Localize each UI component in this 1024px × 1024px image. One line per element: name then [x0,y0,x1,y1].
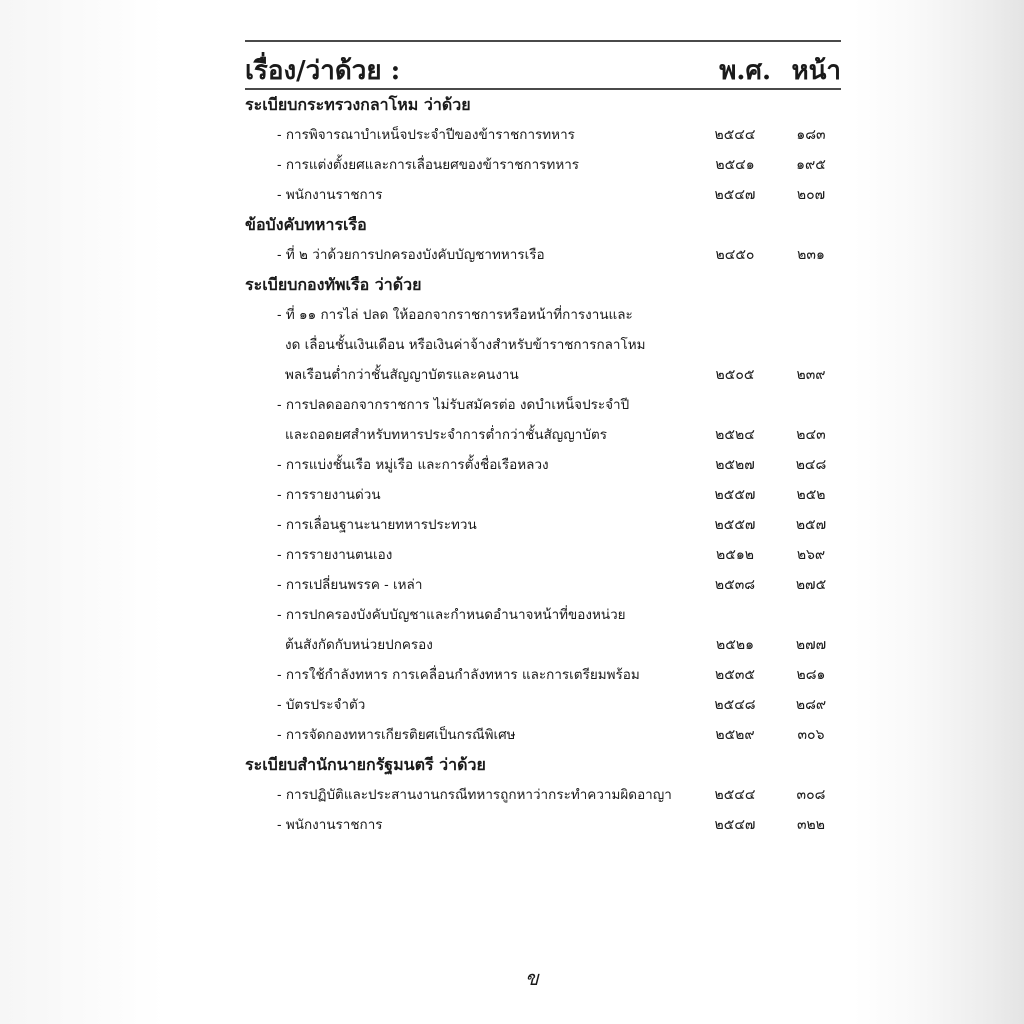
toc-entry-page: ๒๕๗ [795,517,827,533]
toc-header [245,40,841,90]
toc-page [245,40,841,840]
toc-entry-text: - การรายงานตนเอง [277,547,393,563]
toc-entry [245,690,841,720]
toc-entry-text: ต้นสังกัดกับหน่วยปกครอง [285,637,433,653]
toc-entry-text: - การแบ่งชั้นเรือ หมู่เรือ และการตั้งชื่อเรือหลวง [277,457,549,473]
section-title: ระเบียบสำนักนายกรัฐมนตรี ว่าด้วย [245,755,486,774]
toc-entry [245,450,841,480]
toc-entry [245,300,841,390]
toc-entry-text: และถอดยศสำหรับทหารประจำการต่ำกว่าชั้นสัญญาบัตร [285,427,607,443]
toc-entry [245,390,841,450]
toc-entry [245,660,841,690]
toc-entry-page: ๒๐๗ [796,187,826,203]
toc-entry [245,180,841,210]
toc-entry-text: - พนักงานราชการ [277,817,383,833]
toc-entry-page: ๒๓๙ [796,367,826,383]
toc-entry-year: ๒๕๔๗ [714,187,756,203]
toc-entry-page: ๒๘๑ [796,667,826,683]
toc-entry [245,240,841,270]
toc-entry-year: ๒๕๔๑ [715,157,755,173]
toc-entry-year: ๒๕๒๑ [716,637,754,653]
toc-entry-year: ๒๕๓๕ [715,667,755,683]
toc-entry-page: ๒๕๒ [796,487,826,503]
page-edge-shadow-left [0,0,165,1024]
section-title: ระเบียบกองทัพเรือ ว่าด้วย [245,275,422,294]
toc-entry-page: ๓๐๖ [797,727,825,743]
toc-entry-text: - บัตรประจำตัว [277,697,366,713]
toc-entry [245,780,841,810]
toc-entry-year: ๒๕๕๗ [714,487,756,503]
toc-entry-page: ๓๒๒ [796,817,826,833]
toc-entry-text: - การปลดออกจากราชการ ไม่รับสมัครต่อ งดบำเหน็จประจำปี [277,397,630,413]
toc-entry-text: - พนักงานราชการ [277,187,383,203]
toc-entry-text: - การพิจารณาบำเหน็จประจำปีของข้าราชการทหาร [277,127,575,143]
toc-header-year: พ.ศ. [719,56,771,86]
toc-entry [245,480,841,510]
section-title: ระเบียบกระทรวงกลาโหม ว่าด้วย [245,95,471,114]
toc-entry-year: ๒๕๔๗ [714,817,756,833]
toc-entry [245,570,841,600]
toc-entry-text: งด เลื่อนชั้นเงินเดือน หรือเงินค่าจ้างสำหรับข้าราชการกลาโหม [285,337,646,353]
section-title: ข้อบังคับทหารเรือ [245,215,367,234]
toc-entry-year: ๒๕๔๔ [714,787,756,803]
toc-entry-page: ๒๓๑ [797,247,825,263]
toc-body [245,90,841,840]
toc-entry-text: - ที่ ๒ ว่าด้วยการปกครองบังคับบัญชาทหารเรือ [277,247,545,263]
toc-entry-year: ๒๕๑๒ [716,547,754,563]
toc-entry-page: ๒๔๘ [795,457,827,473]
toc-entry-page: ๒๘๙ [795,697,827,713]
toc-entry-page: ๓๐๘ [796,787,826,803]
toc-entry-year: ๒๕๔๘ [714,697,756,713]
toc-entry-year: ๒๕๒๙ [715,727,755,743]
toc-entry [245,120,841,150]
toc-entry-page: ๒๗๕ [795,577,827,593]
toc-entry-page: ๒๔๓ [796,427,826,443]
toc-entry-year: ๒๕๒๗ [715,457,755,473]
toc-entry-year: ๒๕๐๕ [715,367,755,383]
page-edge-shadow-right [854,0,1024,1024]
toc-entry-text: พลเรือนต่ำกว่าชั้นสัญญาบัตรและคนงาน [285,367,519,383]
toc-entry-text: - การปกครองบังคับบัญชาและกำหนดอำนาจหน้าที่ของหน่วย [277,607,626,623]
toc-entry [245,150,841,180]
toc-entry-text: - การรายงานด่วน [277,487,381,503]
toc-entry-year: ๒๕๓๘ [714,577,756,593]
toc-entry-page: ๒๖๙ [796,547,826,563]
toc-entry-text: - การใช้กำลังทหาร การเคลื่อนกำลังทหาร และการเตรียมพร้อม [277,667,640,683]
toc-entry-text: - การเลื่อนฐานะนายทหารประทวน [277,517,477,533]
toc-header-page: หน้า [791,56,841,86]
toc-entry [245,600,841,660]
toc-entry [245,720,841,750]
page-number-mark: ข [525,966,539,990]
toc-entry-year: ๒๔๕๐ [715,247,755,263]
toc-entry-page: ๑๘๓ [796,127,826,143]
toc-entry-year: ๒๕๒๔ [715,427,755,443]
toc-entry [245,540,841,570]
toc-entry-text: - การปฏิบัติและประสานงานกรณีทหารถูกหาว่ากระทำความผิดอาญา [277,787,672,803]
toc-entry-year: ๒๕๔๔ [714,127,756,143]
toc-entry-page: ๒๗๗ [795,637,827,653]
toc-header-title: เรื่อง/ว่าด้วย : [245,56,401,86]
toc-entry-page: ๑๙๕ [796,157,826,173]
toc-entry-text: - ที่ ๑๑ การไล่ ปลด ให้ออกจากราชการหรือหน้าที่การงานและ [277,307,633,323]
toc-entry [245,510,841,540]
toc-entry-year: ๒๕๕๗ [714,517,756,533]
toc-entry [245,810,841,840]
toc-entry-text: - การแต่งตั้งยศและการเลื่อนยศของข้าราชการทหาร [277,157,580,173]
toc-entry-text: - การจัดกองทหารเกียรติยศเป็นกรณีพิเศษ [277,727,516,743]
toc-entry-text: - การเปลี่ยนพรรค - เหล่า [277,577,423,593]
